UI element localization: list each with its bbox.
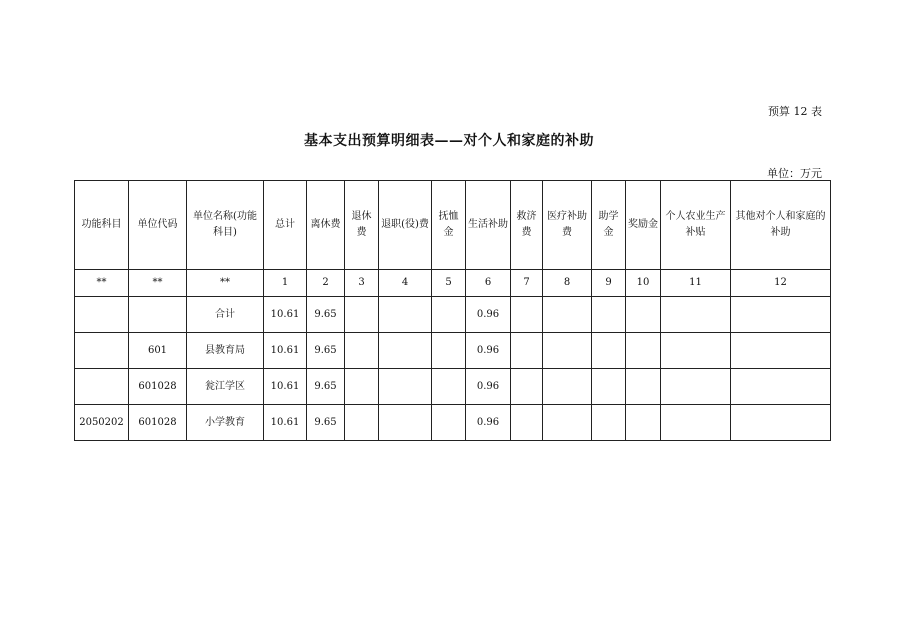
table-cell [731,333,831,369]
table-cell [511,405,543,441]
table-cell: 县教育局 [187,333,264,369]
table-cell: 9.65 [307,369,345,405]
table-cell: 10.61 [264,369,307,405]
table-cell [543,333,592,369]
header-row [75,181,831,270]
header-cell: 功能科目 [75,181,129,270]
table-cell [75,369,129,405]
table-row [75,297,831,333]
page-title: 基本支出预算明细表——对个人和家庭的补助 [304,133,594,149]
table-cell [731,297,831,333]
table-cell [511,297,543,333]
index-cell: 3 [345,270,379,297]
header-cell: 助学金 [592,181,626,270]
table-cell: 9.65 [307,405,345,441]
table-cell [379,333,432,369]
index-cell: ** [129,270,187,297]
index-cell: 2 [307,270,345,297]
index-cell: 6 [466,270,511,297]
table-cell: 601 [129,333,187,369]
table-cell [379,297,432,333]
index-cell: 8 [543,270,592,297]
index-cell: 1 [264,270,307,297]
index-row [75,270,831,297]
table-cell [345,369,379,405]
index-cell: 12 [731,270,831,297]
table-number: 预算 12 表 [768,105,822,118]
table-cell [432,333,466,369]
table-cell [432,405,466,441]
table-cell: 601028 [129,405,187,441]
index-cell: 5 [432,270,466,297]
header-cell: 医疗补助费 [543,181,592,270]
table-cell [129,297,187,333]
table-cell: 10.61 [264,405,307,441]
table-row [75,369,831,405]
table-cell: 10.61 [264,333,307,369]
table-cell [345,333,379,369]
index-cell: ** [187,270,264,297]
table-cell [661,333,731,369]
table-cell [432,369,466,405]
table-cell [511,333,543,369]
index-cell: 10 [626,270,661,297]
table-cell [626,405,661,441]
unit-label: 单位：万元 [767,167,822,180]
table-cell [511,369,543,405]
table-cell [592,333,626,369]
table-cell [592,369,626,405]
table-cell [432,297,466,333]
table-cell: 合计 [187,297,264,333]
header-cell: 救济费 [511,181,543,270]
header-cell: 总计 [264,181,307,270]
table-cell [731,405,831,441]
table-cell [592,297,626,333]
table-cell [626,369,661,405]
table-cell [661,369,731,405]
table-cell: 0.96 [466,405,511,441]
table-cell [379,405,432,441]
table-cell [543,405,592,441]
header-cell: 抚恤金 [432,181,466,270]
header-cell: 个人农业生产补贴 [661,181,731,270]
table-cell [75,333,129,369]
table-row [75,333,831,369]
header-cell: 生活补助 [466,181,511,270]
table-cell: 9.65 [307,297,345,333]
table-cell: 0.96 [466,333,511,369]
header-cell: 离休费 [307,181,345,270]
table-cell [543,369,592,405]
budget-detail-table [74,180,831,441]
table-cell: 瓮江学区 [187,369,264,405]
table-row [75,405,831,441]
table-cell [345,297,379,333]
table-cell [592,405,626,441]
table-cell [543,297,592,333]
index-cell: ** [75,270,129,297]
table-cell [661,405,731,441]
table-cell [626,297,661,333]
table-cell [75,297,129,333]
header-cell: 单位代码 [129,181,187,270]
header-cell: 单位名称(功能科目) [187,181,264,270]
table-cell: 601028 [129,369,187,405]
table-cell [626,333,661,369]
index-cell: 9 [592,270,626,297]
table-cell: 小学教育 [187,405,264,441]
index-cell: 11 [661,270,731,297]
index-cell: 7 [511,270,543,297]
table-cell: 2050202 [75,405,129,441]
table-cell: 9.65 [307,333,345,369]
table-cell: 0.96 [466,297,511,333]
table-cell: 10.61 [264,297,307,333]
table-cell: 0.96 [466,369,511,405]
header-cell: 退休费 [345,181,379,270]
index-cell: 4 [379,270,432,297]
table-cell [379,369,432,405]
header-cell: 退职(役)费 [379,181,432,270]
table-cell [345,405,379,441]
header-cell: 奖励金 [626,181,661,270]
header-cell: 其他对个人和家庭的补助 [731,181,831,270]
table-cell [661,297,731,333]
table-cell [731,369,831,405]
